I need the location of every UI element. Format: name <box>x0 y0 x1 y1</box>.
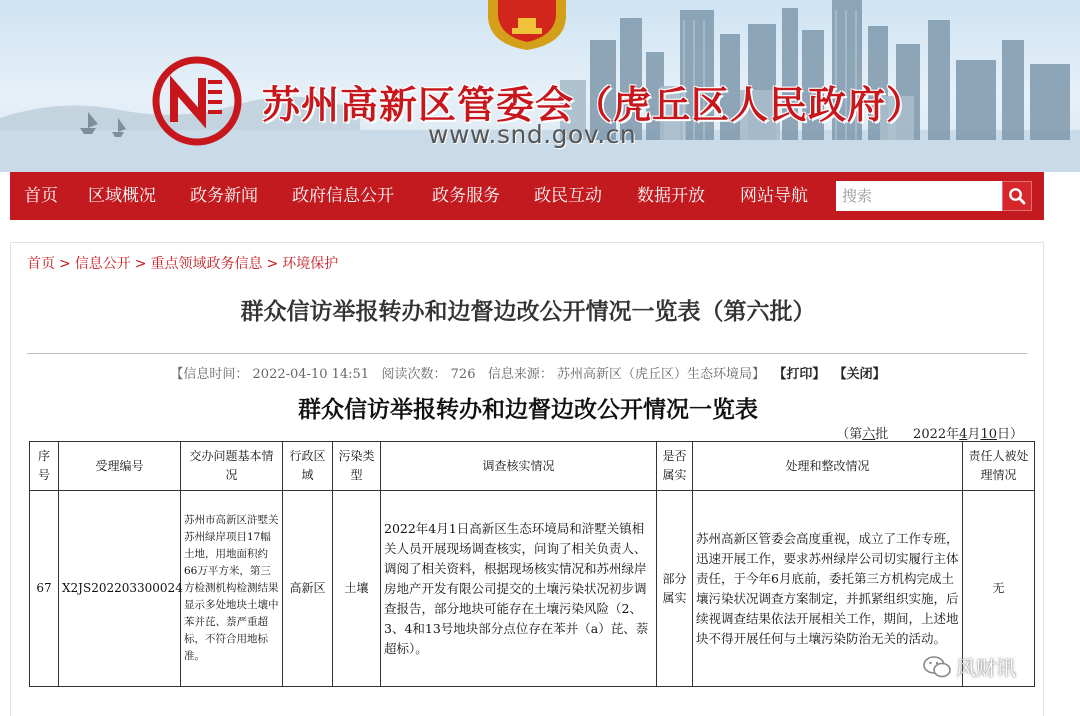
search-button[interactable] <box>1002 181 1032 211</box>
nav-item-government-news[interactable]: 政务新闻 <box>190 186 258 206</box>
content-panel <box>10 242 1044 716</box>
site-url: www.snd.gov.cn <box>428 120 637 149</box>
complaint-table <box>29 441 1035 687</box>
breadcrumb-separator: > <box>134 256 147 272</box>
article-meta <box>11 363 1045 382</box>
header-seq: 序号 <box>30 442 59 491</box>
nav-item-public-interaction[interactable]: 政民互动 <box>534 186 602 206</box>
meta-views-value: 726 <box>450 367 476 382</box>
cell-region: 高新区 <box>283 491 333 687</box>
nav-item-open-data[interactable]: 数据开放 <box>637 186 705 206</box>
batch-prefix: （第 <box>836 427 863 442</box>
title-divider <box>27 353 1027 354</box>
breadcrumb-home[interactable]: 首页 <box>27 256 55 272</box>
print-link[interactable]: 【打印】 <box>773 367 826 382</box>
breadcrumb-info-disclosure[interactable]: 信息公开 <box>74 256 131 272</box>
header-issue: 交办问题基本情况 <box>181 442 283 491</box>
meta-source-label: 信息来源： <box>487 367 553 382</box>
nav-item-region-overview[interactable]: 区域概况 <box>88 186 156 206</box>
breadcrumb <box>27 253 338 273</box>
header-pollution: 污染类型 <box>333 442 381 491</box>
batch-date <box>836 423 1023 442</box>
cell-handling: 苏州高新区管委会高度重视，成立了工作专班，迅速开展工作，要求苏州绿岸公司切实履行主体责任，于今年6月底前，委托第三方机构完成土壤污染状况调查方案制定，并抓紧组织实施，后续视调查结果依法开展相关工作，期间，上述地块不得开展任何与土壤污染防治无关的活动。 <box>693 491 963 687</box>
close-link[interactable]: 【关闭】 <box>833 367 886 382</box>
breadcrumb-separator: > <box>59 256 71 272</box>
cell-accountability: 无 <box>963 491 1035 687</box>
meta-time-label: 【信息时间： <box>170 367 249 382</box>
nav-item-information-disclosure[interactable]: 政府信息公开 <box>292 186 394 206</box>
breadcrumb-key-areas[interactable]: 重点领域政务信息 <box>150 256 263 272</box>
table-row <box>30 491 1035 687</box>
batch-day: 10 <box>980 427 997 442</box>
meta-time-value: 2022-04-10 14:51 <box>252 367 370 382</box>
batch-year: 2022年 <box>913 427 960 442</box>
nav-item-home[interactable]: 首页 <box>24 186 58 206</box>
cell-issue: 苏州市高新区浒墅关苏州绿岸项目17幅土地，用地面积约66万平方米，第三方检测机构检测结果显示多处地块土壤中苯并芘、萘严重超标，不符合用地标准。 <box>181 491 283 687</box>
search-input[interactable] <box>836 181 1002 211</box>
national-emblem-icon <box>484 0 570 50</box>
batch-day-unit: 日） <box>996 427 1023 442</box>
main-nav <box>10 172 1044 220</box>
header-accountability: 责任人被处理情况 <box>963 442 1035 491</box>
batch-number: 六 <box>862 427 876 442</box>
header-verified: 是否属实 <box>657 442 693 491</box>
table-title: 群众信访举报转办和边督边改公开情况一览表 <box>298 396 758 423</box>
batch-month-unit: 月 <box>967 427 981 442</box>
watermark <box>922 652 1016 681</box>
watermark-text: 风财讯 <box>956 656 1016 680</box>
site-title: 苏州高新区管委会（虎丘区人民政府） <box>262 83 926 127</box>
table-header-row <box>30 442 1035 491</box>
site-banner <box>0 0 1080 172</box>
cell-verified: 部分属实 <box>657 491 693 687</box>
wechat-icon <box>922 655 952 679</box>
header-case-no: 受理编号 <box>59 442 181 491</box>
batch-unit: 批 <box>875 427 889 442</box>
cell-seq: 67 <box>30 491 59 687</box>
search-icon <box>1008 187 1026 205</box>
nav-item-government-services[interactable]: 政务服务 <box>432 186 500 206</box>
gaoxin-logo-icon <box>152 56 242 146</box>
breadcrumb-environment[interactable]: 环境保护 <box>282 256 339 272</box>
cell-pollution: 土壤 <box>333 491 381 687</box>
article-title: 群众信访举报转办和边督边改公开情况一览表（第六批） <box>240 298 816 325</box>
header-investigation: 调查核实情况 <box>381 442 657 491</box>
header-handling: 处理和整改情况 <box>693 442 963 491</box>
cell-case-no: X2JS202203300024 <box>59 491 181 687</box>
meta-source-value: 苏州高新区（虎丘区）生态环境局】 <box>557 367 766 382</box>
meta-views-label: 阅读次数： <box>381 367 447 382</box>
breadcrumb-separator: > <box>266 256 279 272</box>
batch-month: 4 <box>959 427 968 442</box>
nav-item-site-navigation[interactable]: 网站导航 <box>740 186 808 206</box>
header-region: 行政区域 <box>283 442 333 491</box>
cell-investigation: 2022年4月1日高新区生态环境局和浒墅关镇相关人员开展现场调查核实，问询了相关负责人、调阅了相关资料，根据现场核实情况和苏州绿岸房地产开发有限公司提交的土壤污染状况初步调查报告，部分地块可能存在土壤污染风险（2、3、4和13号地块部分点位存在苯并（a）芘、萘超标）。 <box>381 491 657 687</box>
